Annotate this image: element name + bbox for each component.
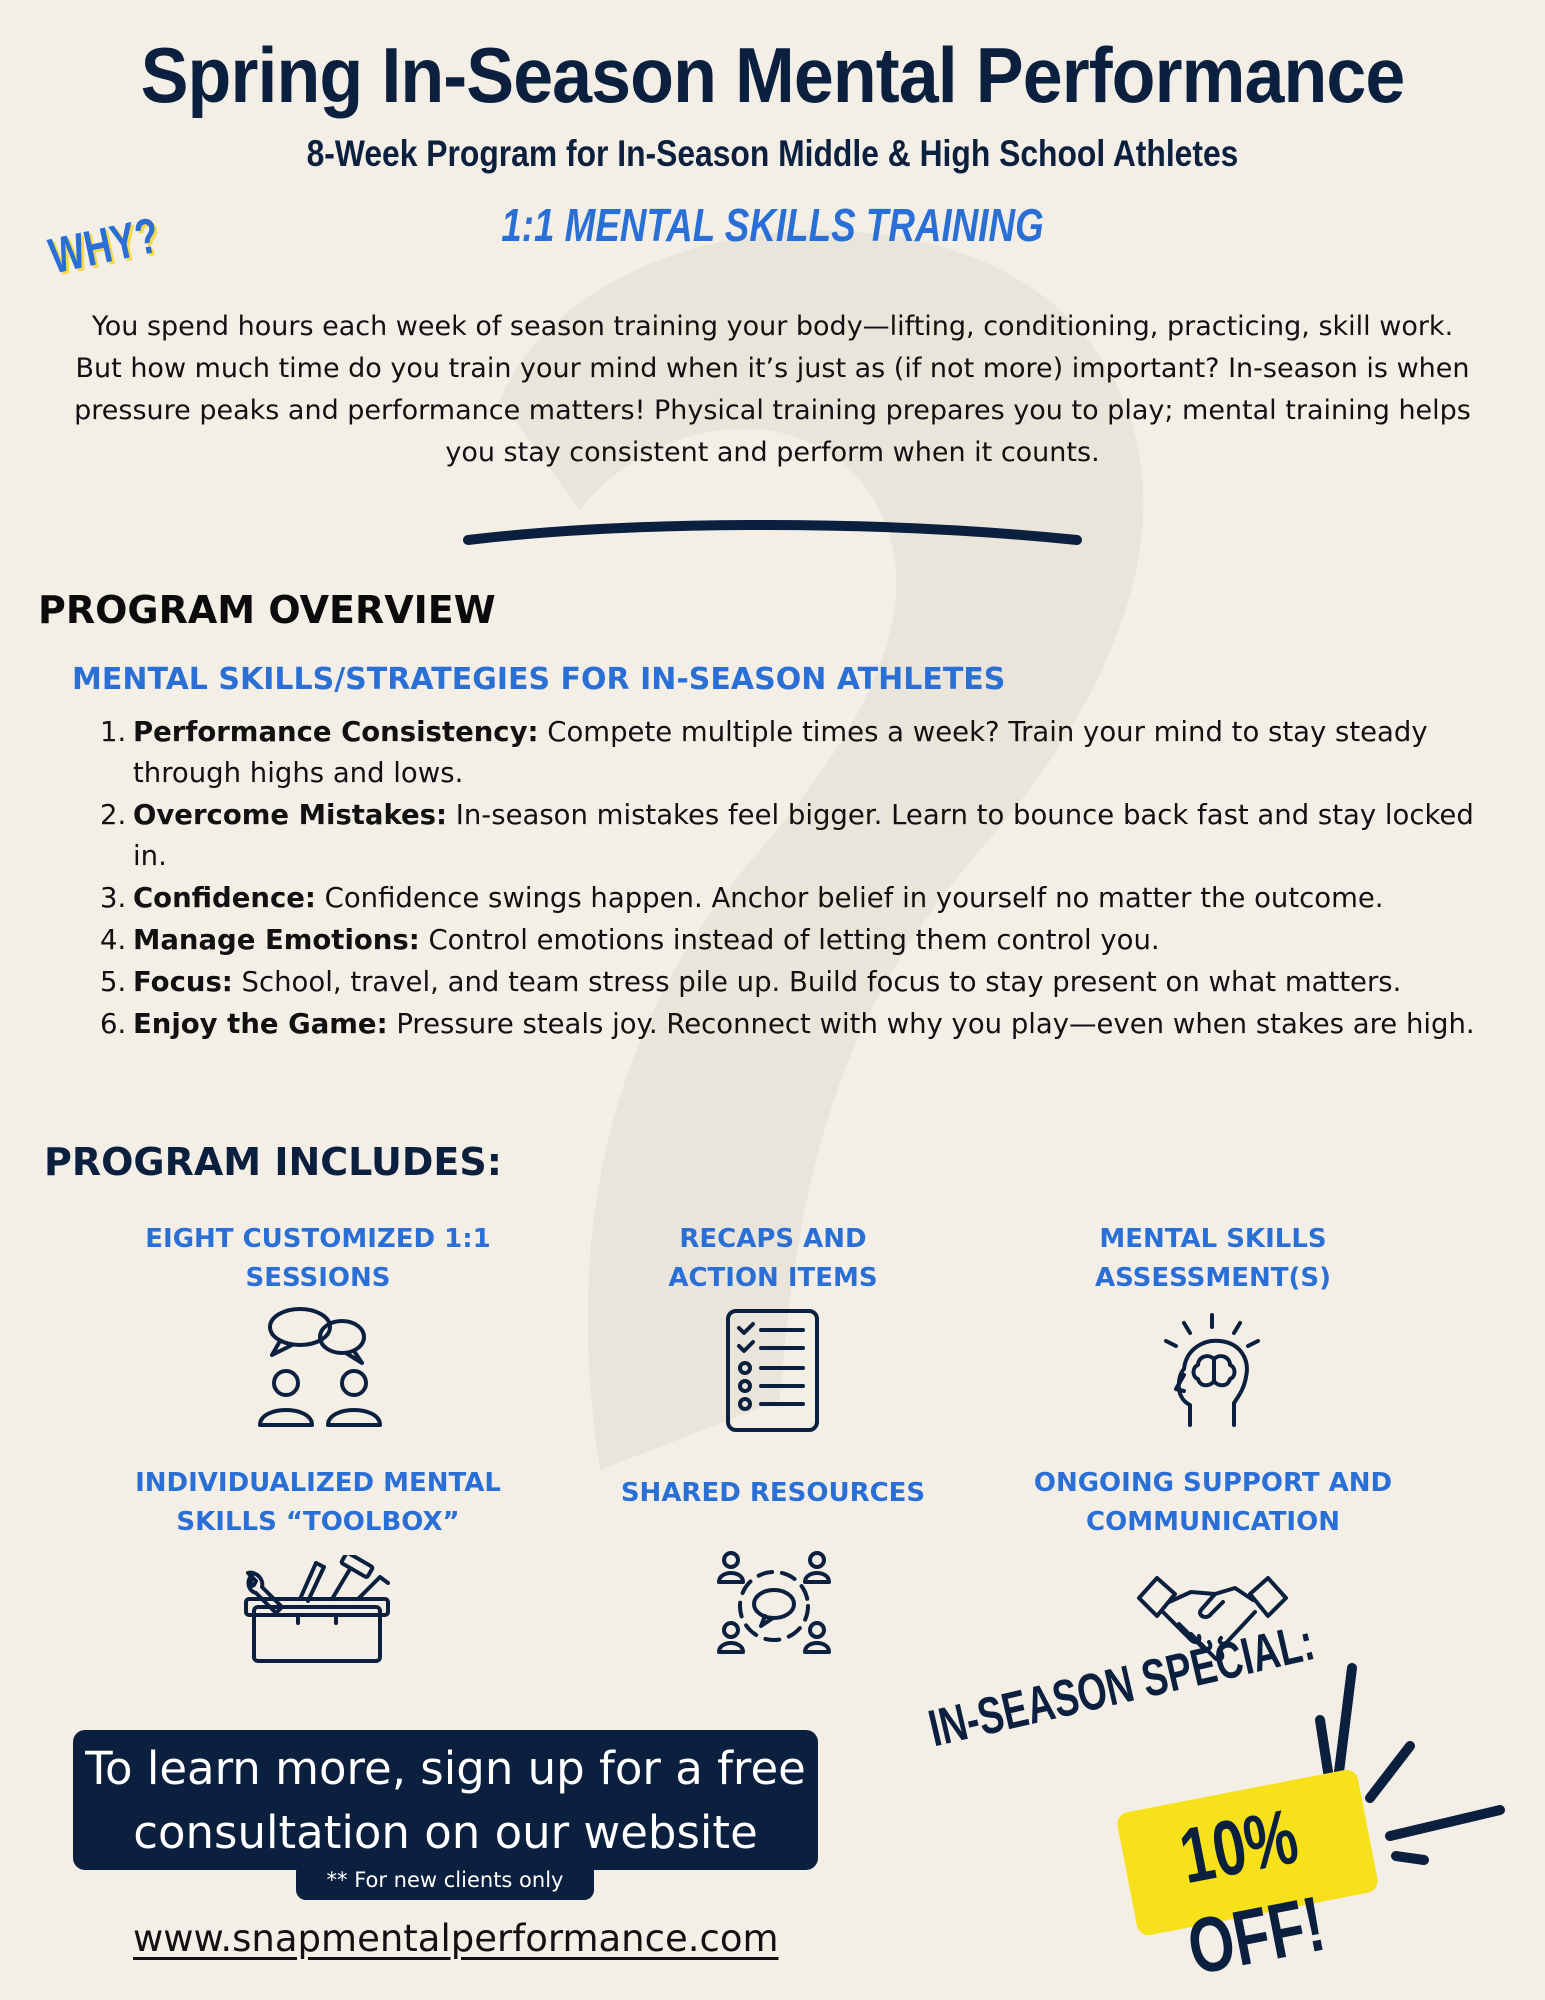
why-paragraph: You spend hours each week of season training your body—lifting, conditioning, practicing, skill work. But how much time do you train your mind when it’s just as (if not more) important? In-season is when pressure peaks and performance matters! Physical training prepares you to play; mental training helps you stay consistent and perform when it counts. — [74, 311, 1471, 468]
skill-description: Pressure steals joy. Reconnect with why you play—even when stakes are high. — [387, 1008, 1475, 1040]
include-label-support — [1003, 1464, 1423, 1542]
network-chat-icon — [715, 1548, 833, 1663]
website-link[interactable]: www.snapmentalperformance.com — [133, 1917, 779, 1960]
toolbox-icon — [240, 1555, 395, 1665]
discount-text: 10% OFF! — [1172, 1791, 1332, 1992]
brain-head-icon — [1160, 1313, 1265, 1428]
cta-line: consultation on our website — [133, 1806, 758, 1859]
include-label-toolbox — [108, 1464, 528, 1542]
include-label-resources — [563, 1474, 983, 1513]
new-clients-note: ** For new clients only — [326, 1868, 564, 1892]
include-label-line: ACTION ITEMS — [668, 1263, 878, 1293]
program-includes-heading: PROGRAM INCLUDES: — [44, 1140, 502, 1184]
in-season-special-label: IN-SEASON SPECIAL: — [923, 1613, 1320, 1759]
skill-title: Focus: — [133, 966, 233, 998]
include-label-line: INDIVIDUALIZED MENTAL — [135, 1468, 501, 1498]
conversation-icon — [250, 1305, 390, 1430]
include-label-line: COMMUNICATION — [1086, 1507, 1340, 1537]
skill-number: 5. — [100, 966, 127, 998]
include-label-line: EIGHT CUSTOMIZED 1:1 — [145, 1224, 491, 1254]
strategies-subheading: MENTAL SKILLS/STRATEGIES FOR IN-SEASON ATHLETES — [72, 662, 1006, 697]
include-label-line: SHARED RESOURCES — [620, 1478, 926, 1508]
skill-description: School, travel, and team stress pile up. Build focus to stay present on what matters. — [232, 966, 1402, 998]
include-label-recaps — [563, 1220, 983, 1298]
skill-title: Confidence: — [133, 882, 316, 914]
skill-title: Enjoy the Game: — [133, 1008, 388, 1040]
include-label-assessment — [1003, 1220, 1423, 1298]
program-overview-heading: PROGRAM OVERVIEW — [38, 588, 496, 632]
include-label-line: ASSESSMENT(S) — [1094, 1263, 1332, 1293]
cta-text — [73, 1737, 818, 1865]
skill-description: Control emotions instead of letting them control you. — [419, 924, 1160, 956]
include-label-line: SESSIONS — [245, 1263, 391, 1293]
tagline: 1:1 MENTAL SKILLS TRAINING — [501, 199, 1044, 251]
page-title: Spring In-Season Mental Performance — [140, 31, 1405, 119]
checklist-icon — [725, 1308, 820, 1433]
skill-description: In-season mistakes feel bigger. Learn to bounce back fast and stay locked in. — [133, 799, 1474, 872]
skill-number: 2. — [100, 799, 127, 831]
skill-title: Overcome Mistakes: — [133, 799, 448, 831]
skills-list — [100, 712, 1480, 1046]
skill-item — [100, 878, 1480, 919]
include-label-line: RECAPS AND — [679, 1224, 867, 1254]
brush-divider — [460, 510, 1085, 550]
skill-item — [100, 712, 1480, 794]
skill-description: Confidence swings happen. Anchor belief in yourself no matter the outcome. — [315, 882, 1384, 914]
include-label-sessions — [108, 1220, 528, 1298]
page-subtitle: 8-Week Program for In-Season Middle & High School Athletes — [306, 133, 1239, 174]
include-label-line: ONGOING SUPPORT AND — [1033, 1468, 1393, 1498]
skill-number: 4. — [100, 924, 127, 956]
skill-item — [100, 795, 1480, 877]
skill-item — [100, 1004, 1480, 1045]
skill-title: Performance Consistency: — [133, 716, 539, 748]
include-label-line: MENTAL SKILLS — [1099, 1224, 1327, 1254]
why-label: WHY? — [44, 206, 164, 285]
skill-title: Manage Emotions: — [133, 924, 420, 956]
include-label-line: SKILLS “TOOLBOX” — [176, 1507, 460, 1537]
skill-item — [100, 920, 1480, 961]
skill-description: Compete multiple times a week? Train your mind to stay steady through highs and lows. — [133, 716, 1428, 789]
skill-item — [100, 962, 1480, 1003]
cta-line: To learn more, sign up for a free — [85, 1742, 806, 1795]
skill-number: 1. — [100, 716, 127, 748]
skill-number: 3. — [100, 882, 127, 914]
skill-number: 6. — [100, 1008, 127, 1040]
